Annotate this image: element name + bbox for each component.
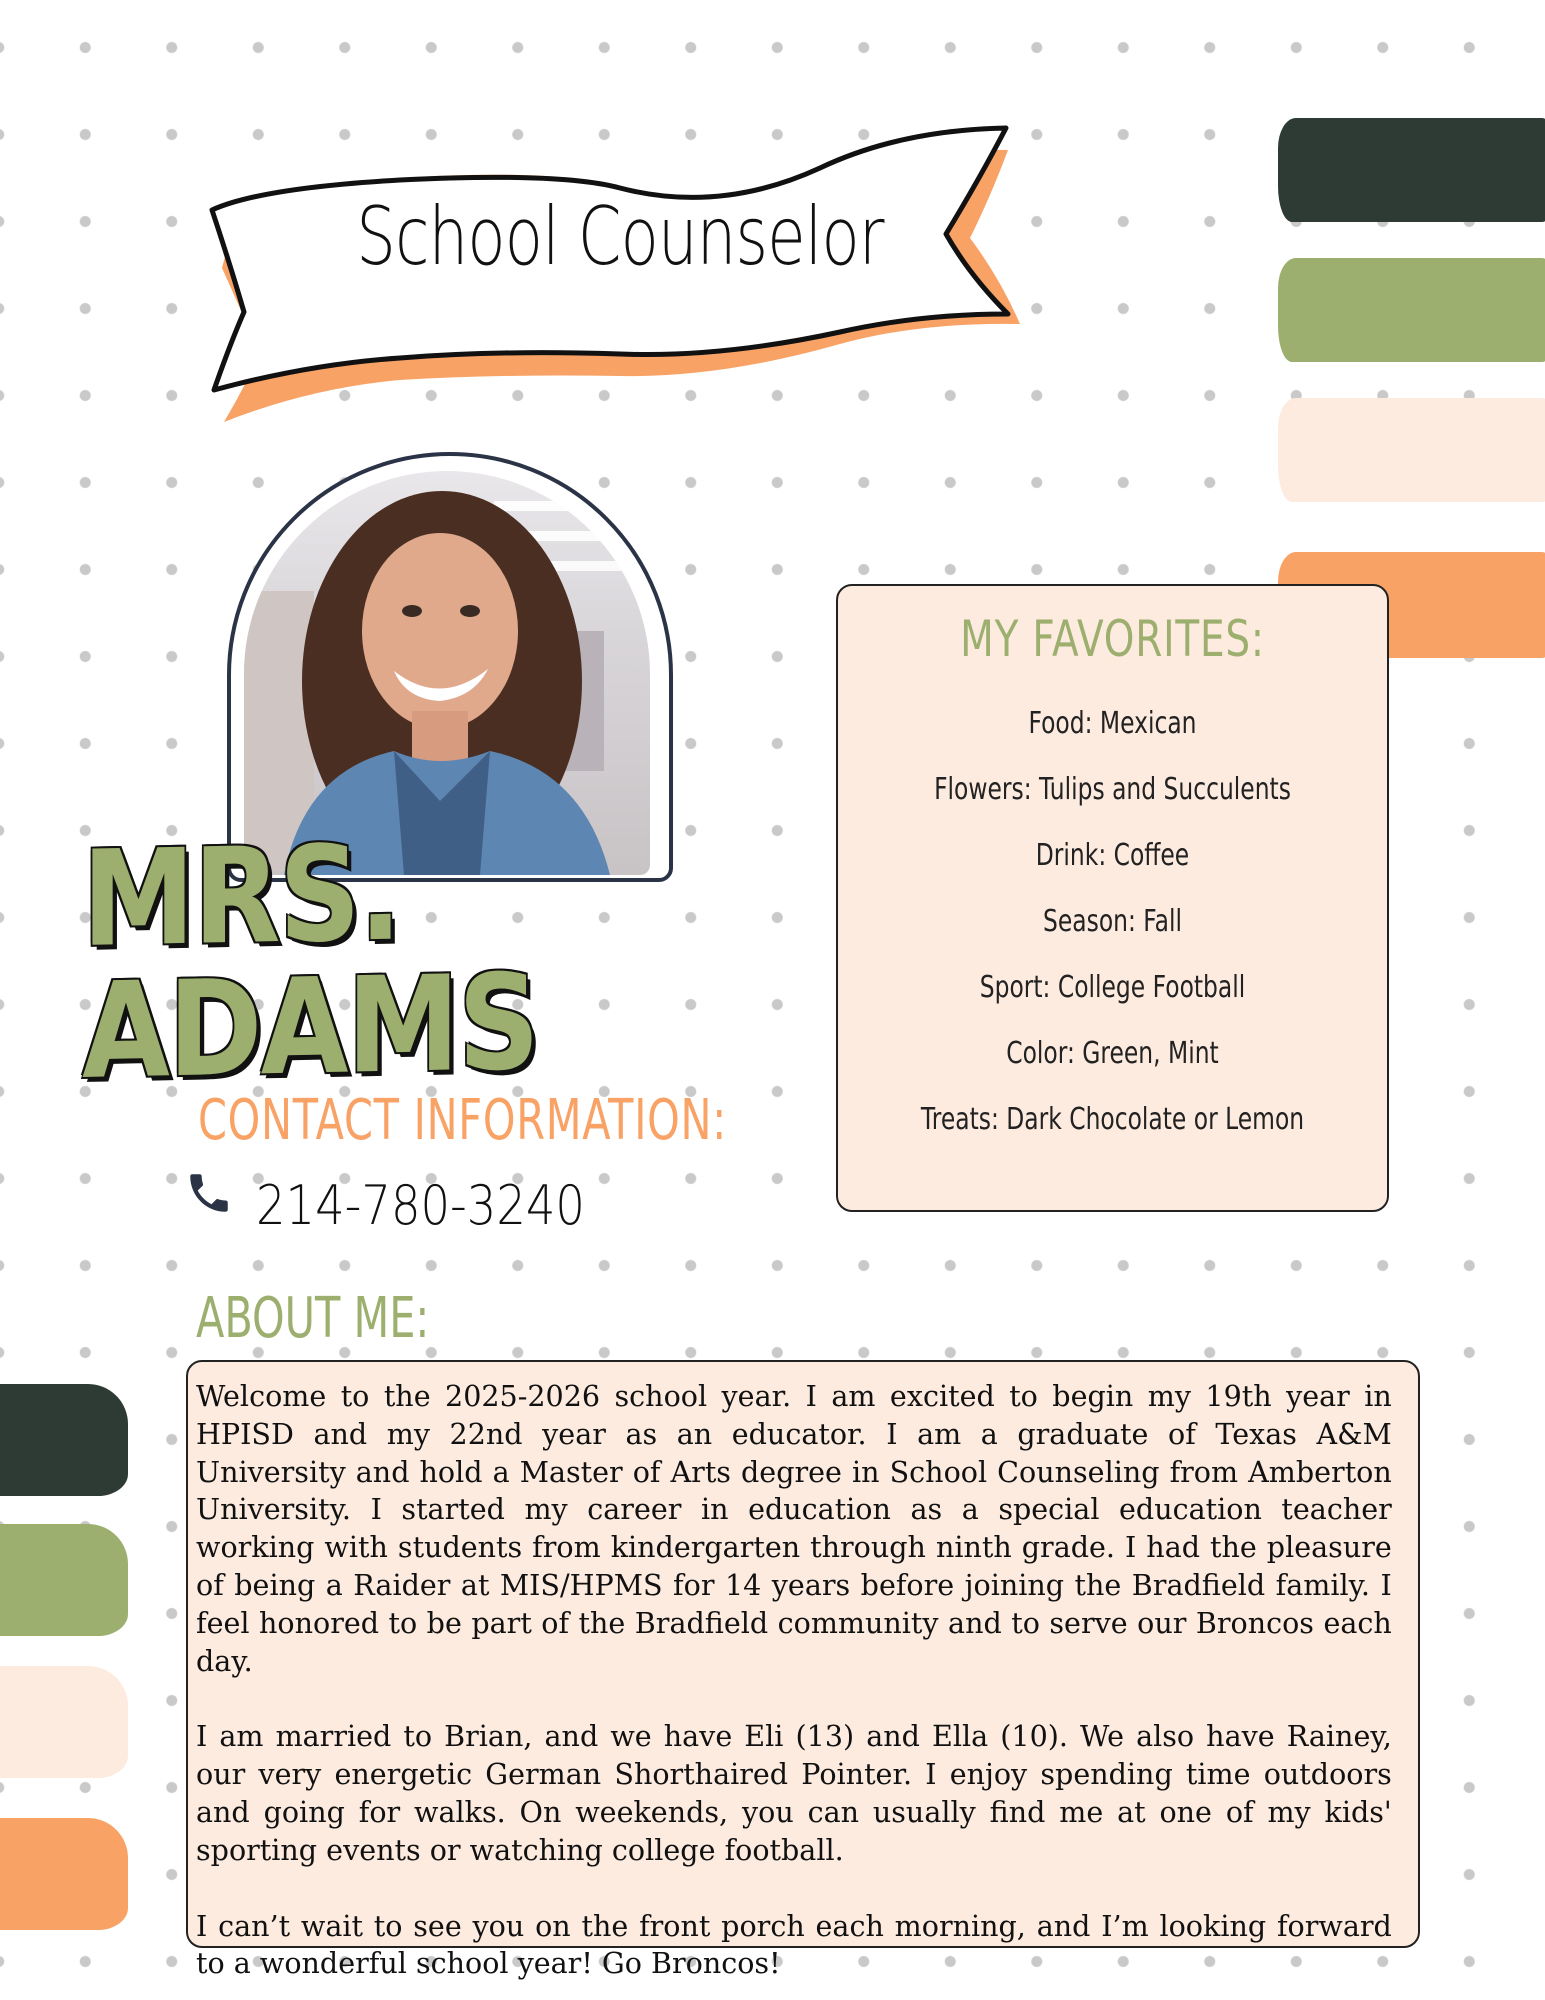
- profile-photo: [244, 471, 650, 875]
- paint-stroke-dark-green: [1278, 118, 1545, 222]
- favorites-card: [836, 584, 1389, 1212]
- favorite-item: Sport: College Football: [979, 970, 1246, 1005]
- paint-stroke-sage-left: [0, 1524, 128, 1636]
- paint-stroke-blush: [1278, 398, 1545, 502]
- counselor-name: MRS. ADAMS: [82, 816, 539, 1109]
- about-paragraph: Welcome to the 2025-2026 school year. I am excited to begin my 19th year in HPISD and my 22nd year as an educator. I am a graduate of Texas A&M University and hold a Master of Arts degree in School Counseling from Amberton University. I started my career in education as a special education teacher working with students from kindergarten through ninth grade. I had the pleasure of being a Raider at MIS/HPMS for 14 years before joining the Bradfield family. I feel honored to be part of the Bradfield community and to serve our Broncos each day.: [196, 1379, 1392, 1678]
- favorite-item: Color: Green, Mint: [1006, 1036, 1219, 1071]
- phone-icon: [184, 1168, 234, 1218]
- page-title: School Counselor: [356, 190, 884, 283]
- favorites-heading: MY FAVORITES:: [960, 610, 1265, 668]
- favorites-list: [838, 704, 1387, 1166]
- paint-stroke-sage: [1278, 258, 1545, 362]
- paint-stroke-dark-green-left: [0, 1384, 128, 1496]
- favorite-item: Treats: Dark Chocolate or Lemon: [920, 1102, 1305, 1137]
- paint-stroke-orange-left: [0, 1818, 128, 1930]
- about-paragraph: I am married to Brian, and we have Eli (13) and Ella (10). We also have Rainey, our very energetic German Shorthaired Pointer. I enjoy spending time outdoors and going for walks. On weekends, you can usually find me at one of my kids' sporting events or watching college football.: [196, 1719, 1392, 1867]
- phone-number[interactable]: 214-780-3240: [256, 1174, 585, 1237]
- about-paragraph: I can’t wait to see you on the front porch each morning, and I’m looking forward to a wonderful school year! Go Broncos!: [196, 1908, 1392, 1981]
- favorite-item: Food: Mexican: [1028, 706, 1197, 741]
- contact-heading: CONTACT INFORMATION:: [198, 1088, 727, 1153]
- favorite-item: Drink: Coffee: [1035, 838, 1190, 873]
- about-heading: ABOUT ME:: [196, 1286, 430, 1351]
- favorite-item: Season: Fall: [1043, 904, 1182, 939]
- paint-stroke-blush-left: [0, 1666, 128, 1778]
- about-card: [186, 1360, 1420, 1981]
- favorite-item: Flowers: Tulips and Succulents: [934, 772, 1291, 807]
